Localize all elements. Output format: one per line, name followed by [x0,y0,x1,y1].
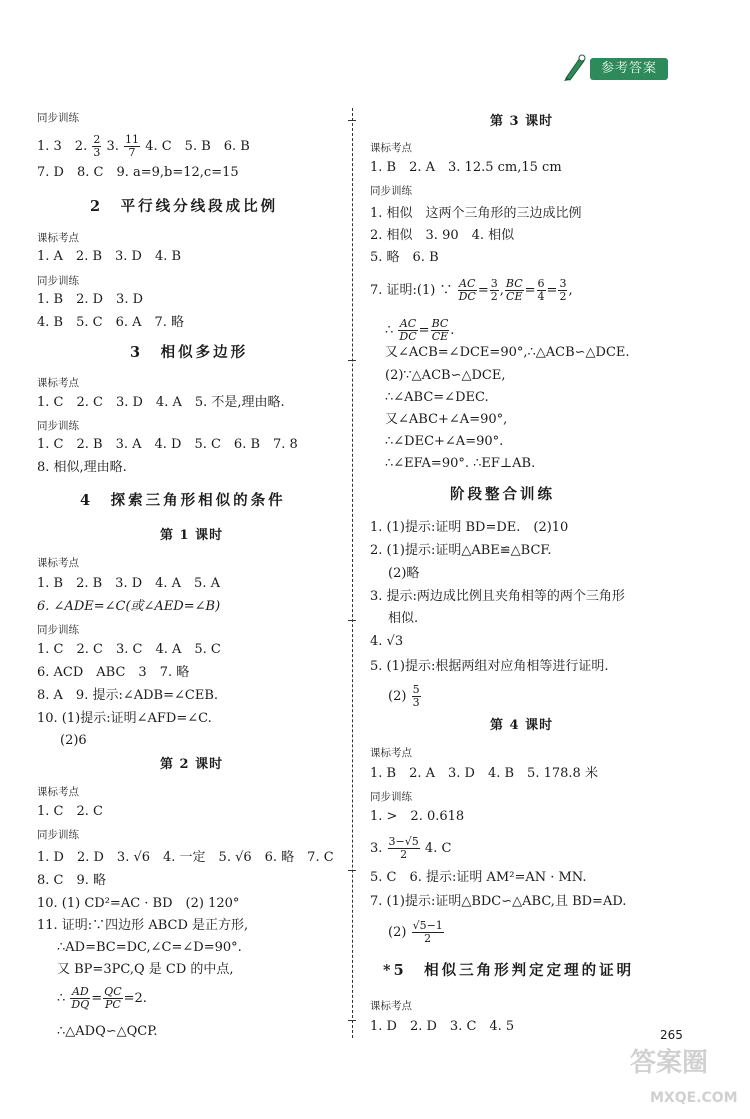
answer-line: (2)∵△ACB∽△DCE, [385,368,506,383]
answer-line: 5. C 6. 提示:证明 AM²=AN · MN. [370,870,587,885]
answer-line: 8. 相似,理由略. [37,460,127,475]
answer-line: (2)6 [60,733,87,748]
answer-line: 4. √3 [370,634,404,649]
answer-line: 又∠ACB=∠DCE=90°,∴△ACB∽△DCE. [385,345,630,360]
divider-tick [348,1020,356,1021]
answer-line: ∴∠DEC+∠A=90°. [385,434,504,449]
answer-line: 2. (1)提示:证明△ABE≌△BCF. [370,543,552,558]
lesson-heading: 第 3 课时 [490,114,554,129]
answer-banner: 参考答案 [590,58,668,80]
answer-line: ∴∠EFA=90°. ∴EF⊥AB. [385,456,536,471]
section-label: 课标考点 [370,747,412,759]
answer-line: 1. B 2. A 3. D 4. B 5. 178.8 米 [370,766,598,781]
divider-tick [348,620,356,621]
answer-line: (2)略 [388,566,420,581]
answer-line: 又∠ABC+∠A=90°, [385,412,508,427]
answer-line: 3. $\frac{3-√5}{2}$ 4. C [370,835,452,861]
answer-line: 8. C 9. 略 [37,873,107,888]
section-label: 同步训练 [37,112,79,124]
watermark-url: MXQE.COM [650,1090,738,1106]
section-heading: *5 相似三角形判定定理的证明 [383,962,635,979]
page-number: 265 [660,1028,683,1042]
answer-line: 8. A 9. 提示:∠ADB=∠CEB. [37,688,219,703]
answer-line: ∴△ADQ∽△QCP. [57,1024,158,1039]
pen-icon [562,52,588,82]
answer-line: 7. D 8. C 9. a=9,b=12,c=15 [37,165,239,180]
divider-tick [348,120,356,121]
lesson-heading: 第 2 课时 [160,757,224,772]
section-label: 同步训练 [370,791,412,803]
answer-line: 1. C 2. C 3. D 4. A 5. 不是,理由略. [37,395,285,410]
section-label: 课标考点 [370,142,412,154]
section-label: 同步训练 [37,420,79,432]
section-label: 同步训练 [37,829,79,841]
answer-line: 1. 3 2. $\frac{2}{3}$ 3. $\frac{11}{7}$ 4. C 5. B 6. B [37,133,250,159]
answer-line: 相似. [388,611,419,626]
answer-line: 7. (1)提示:证明△BDC∽△ABC,且 BD=AD. [370,894,627,909]
answer-line: ∴ $\frac{AD}{DQ}$ = $\frac{QC}{PC}$ =2. [57,985,147,1011]
section-heading: 2 平行线分线段成比例 [90,198,279,215]
section-heading: 阶段整合训练 [450,486,555,503]
answer-line: ∴∠ABC=∠DEC. [385,390,489,405]
section-label: 同步训练 [37,275,79,287]
section-heading: 3 相似多边形 [130,344,249,361]
section-label: 课标考点 [37,232,79,244]
section-label: 课标考点 [37,557,79,569]
answer-line: 6. ∠ADE=∠C(或∠AED=∠B) [37,599,221,614]
answer-line: 11. 证明:∵四边形 ABCD 是正方形, [37,918,249,933]
answer-line: 1. A 2. B 3. D 4. B [37,249,182,264]
answer-line: 5. (1)提示:根据两组对应角相等进行证明. [370,659,609,674]
section-label: 课标考点 [370,1000,412,1012]
section-label: 同步训练 [370,185,412,197]
answer-line: (2) $\frac{√5-1}{2}$ [388,919,443,945]
divider-tick [348,360,356,361]
answer-line: 1. D 2. D 3. C 4. 5 [370,1019,515,1034]
answer-line: 10. (1) CD²=AC · BD (2) 120° [37,896,240,911]
answer-line: 1. > 2. 0.618 [370,809,465,824]
lesson-heading: 第 1 课时 [160,528,224,543]
watermark-logo: 答案圈 [630,1048,709,1078]
answer-line: 2. 相似 3. 90 4. 相似 [370,228,515,243]
answer-line: 1. B 2. D 3. D [37,292,144,307]
section-heading: 4 探索三角形相似的条件 [80,492,286,509]
divider-tick [348,870,356,871]
answer-line: (2) $\frac{5}{3}$ [388,683,420,709]
answer-line: 6. ACD ABC 3 7. 略 [37,665,190,680]
answer-line: ∴AD=BC=DC,∠C=∠D=90°. [57,940,242,955]
lesson-heading: 第 4 课时 [490,718,554,733]
answer-line: 1. 相似 这两个三角形的三边成比例 [370,206,582,221]
answer-line: 3. 提示:两边成比例且夹角相等的两个三角形 [370,589,625,604]
answer-line: 1. D 2. D 3. √6 4. 一定 5. √6 6. 略 7. C [37,850,334,865]
answer-line: 10. (1)提示:证明∠AFD=∠C. [37,711,212,726]
answer-line: 又 BP=3PC,Q 是 CD 的中点, [57,962,234,977]
answer-line: ∴ $\frac{AC}{DC}$ = $\frac{BC}{CE}$ . [385,317,455,343]
answer-line: 1. C 2. C [37,804,103,819]
section-label: 同步训练 [37,624,79,636]
answer-line: 1. C 2. C 3. C 4. A 5. C [37,642,221,657]
section-label: 课标考点 [37,377,79,389]
answer-line: 4. B 5. C 6. A 7. 略 [37,315,185,330]
answer-line: 1. B 2. A 3. 12.5 cm,15 cm [370,160,562,175]
answer-line: 1. (1)提示:证明 BD=DE. (2)10 [370,520,569,535]
section-label: 课标考点 [37,786,79,798]
answer-line: 5. 略 6. B [370,250,439,265]
answer-line: 1. B 2. B 3. D 4. A 5. A [37,576,220,591]
column-divider [352,108,353,1038]
answer-line: 1. C 2. B 3. A 4. D 5. C 6. B 7. 8 [37,437,298,452]
answer-line: 7. 证明:(1) ∵ $\frac{AC}{DC}$ = $\frac{3}{2}$ , $\frac{BC}{CE}$ = $\frac{6}{4}$ = $\frac{3}{2}$ , [370,277,573,303]
